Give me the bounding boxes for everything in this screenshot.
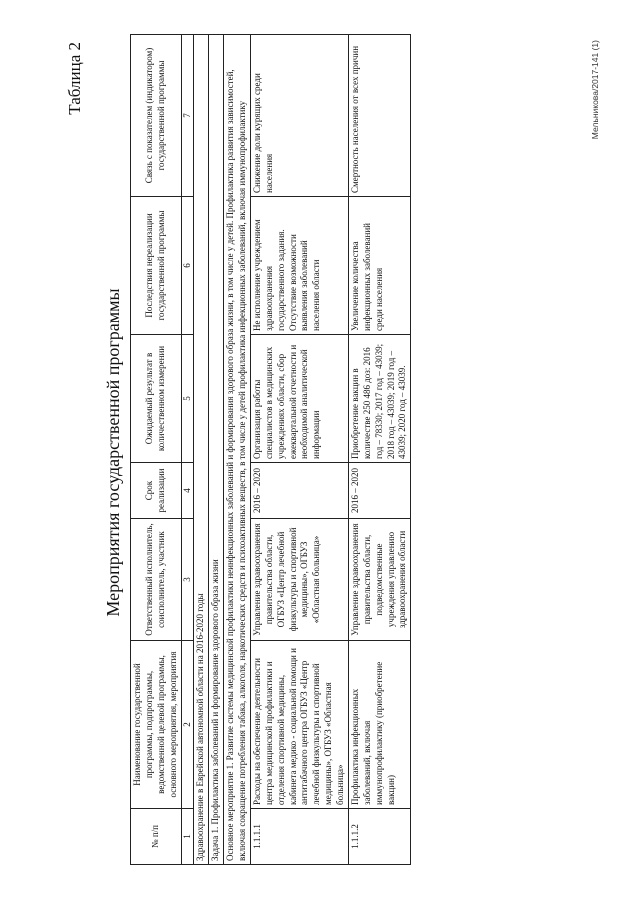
column-number: 6 bbox=[181, 197, 194, 335]
column-number: 2 bbox=[181, 641, 194, 809]
row-result: Организация работы специалистов в медицинских учреждениях области, сбор ежеквартальной отчетности и необходимой аналитической информации bbox=[250, 335, 348, 463]
row-executor: Управление здравоохранения правительства области, ОГБУЗ «Центр лечебной физкультуры и спортивной медицины», ОГБУЗ «Областная больница» bbox=[250, 519, 348, 641]
row-name: Профилактика инфекционных заболеваний, включая иммунопрофилактику (приобретение вакцин) bbox=[348, 641, 410, 809]
row-term: 2016 – 2020 bbox=[348, 463, 410, 519]
row-number: 1.1.1.1 bbox=[250, 809, 348, 865]
section-main-measure-title: Основное мероприятие 1. Развитие системы медицинской профилактики неинфекционных заболеваний и формирования здорового образа жизни, в том числе у детей. Профилактика развития зависимостей, включая сокращение потребления табака, алкоголя, наркотических средств и психоактивных веществ, в том числе у детей профилактика инфекционных заболеваний, включая иммунопрофилактику bbox=[224, 35, 251, 865]
row-name: Расходы на обеспечение деятельности центра медицинской профилактики и отделения спортивной медицины, кабинета медико - социальной помощи и антитабачного центра ОГБУЗ «Центр лечебной физкультуры и спортивной медицины», ОГБУЗ «Областная больница» bbox=[250, 641, 348, 809]
row-indicator: Снижение доли курящих среди населения bbox=[250, 35, 348, 197]
column-number: 5 bbox=[181, 335, 194, 463]
header-cell: Ответственный исполнитель, соисполнитель, участник bbox=[131, 519, 182, 641]
column-number: 4 bbox=[181, 463, 194, 519]
row-executor: Управление здравоохранения правительства области, подведомственные учреждения управлению здравоохранения области bbox=[348, 519, 410, 641]
row-number: 1.1.1.2 bbox=[348, 809, 410, 865]
row-consequences: Увеличение количества инфекционных заболеваний среди населения bbox=[348, 197, 410, 335]
table-row bbox=[348, 35, 410, 865]
row-consequences: Не исполнение учреждением здравоохранения государственного задания. Отсутствие возможности выявления заболеваний населения области bbox=[250, 197, 348, 335]
row-indicator: Смертность населения от всех причин bbox=[348, 35, 410, 197]
header-row bbox=[131, 35, 182, 865]
header-cell: Связь с показателем (индикатором) государственной программы bbox=[131, 35, 182, 197]
header-cell: № п/п bbox=[131, 809, 182, 865]
measures-table bbox=[130, 34, 411, 865]
row-result: Приобретение вакцин в количестве 250 486 доз: 2016 год – 78330; 2017 год – 43039; 2018 год – 43039; 2019 год – 43039; 2020 год – 43039. bbox=[348, 335, 410, 463]
header-cell: Ожидаемый результат в количественном измерении bbox=[131, 335, 182, 463]
header-cell: Наименование государственной программы, подпрограммы, ведомственной целевой программы, основного мероприятия, мероприятия bbox=[131, 641, 182, 809]
column-number: 1 bbox=[181, 809, 194, 865]
table-label: Таблица 2 bbox=[65, 42, 84, 115]
footer-code: Мельникова/2017-141 (1) bbox=[590, 40, 600, 140]
section-program-title: Здравоохранение в Еврейской автономной области на 2016-2020 годы bbox=[194, 35, 209, 865]
page-title: Мероприятия государственной программы bbox=[103, 288, 123, 617]
header-cell: Последствия нереализации государственной программы bbox=[131, 197, 182, 335]
section-row-main-measure bbox=[224, 35, 251, 865]
header-cell: Срок реализации bbox=[131, 463, 182, 519]
row-term: 2016 – 2020 bbox=[250, 463, 348, 519]
section-task-title: Задача 1. Профилактика заболеваний и формирование здорового образа жизни bbox=[209, 35, 224, 865]
column-number: 7 bbox=[181, 35, 194, 197]
column-number-row bbox=[181, 35, 194, 865]
table-row bbox=[250, 35, 348, 865]
section-row-program bbox=[194, 35, 209, 865]
column-number: 3 bbox=[181, 519, 194, 641]
section-row-task bbox=[209, 35, 224, 865]
